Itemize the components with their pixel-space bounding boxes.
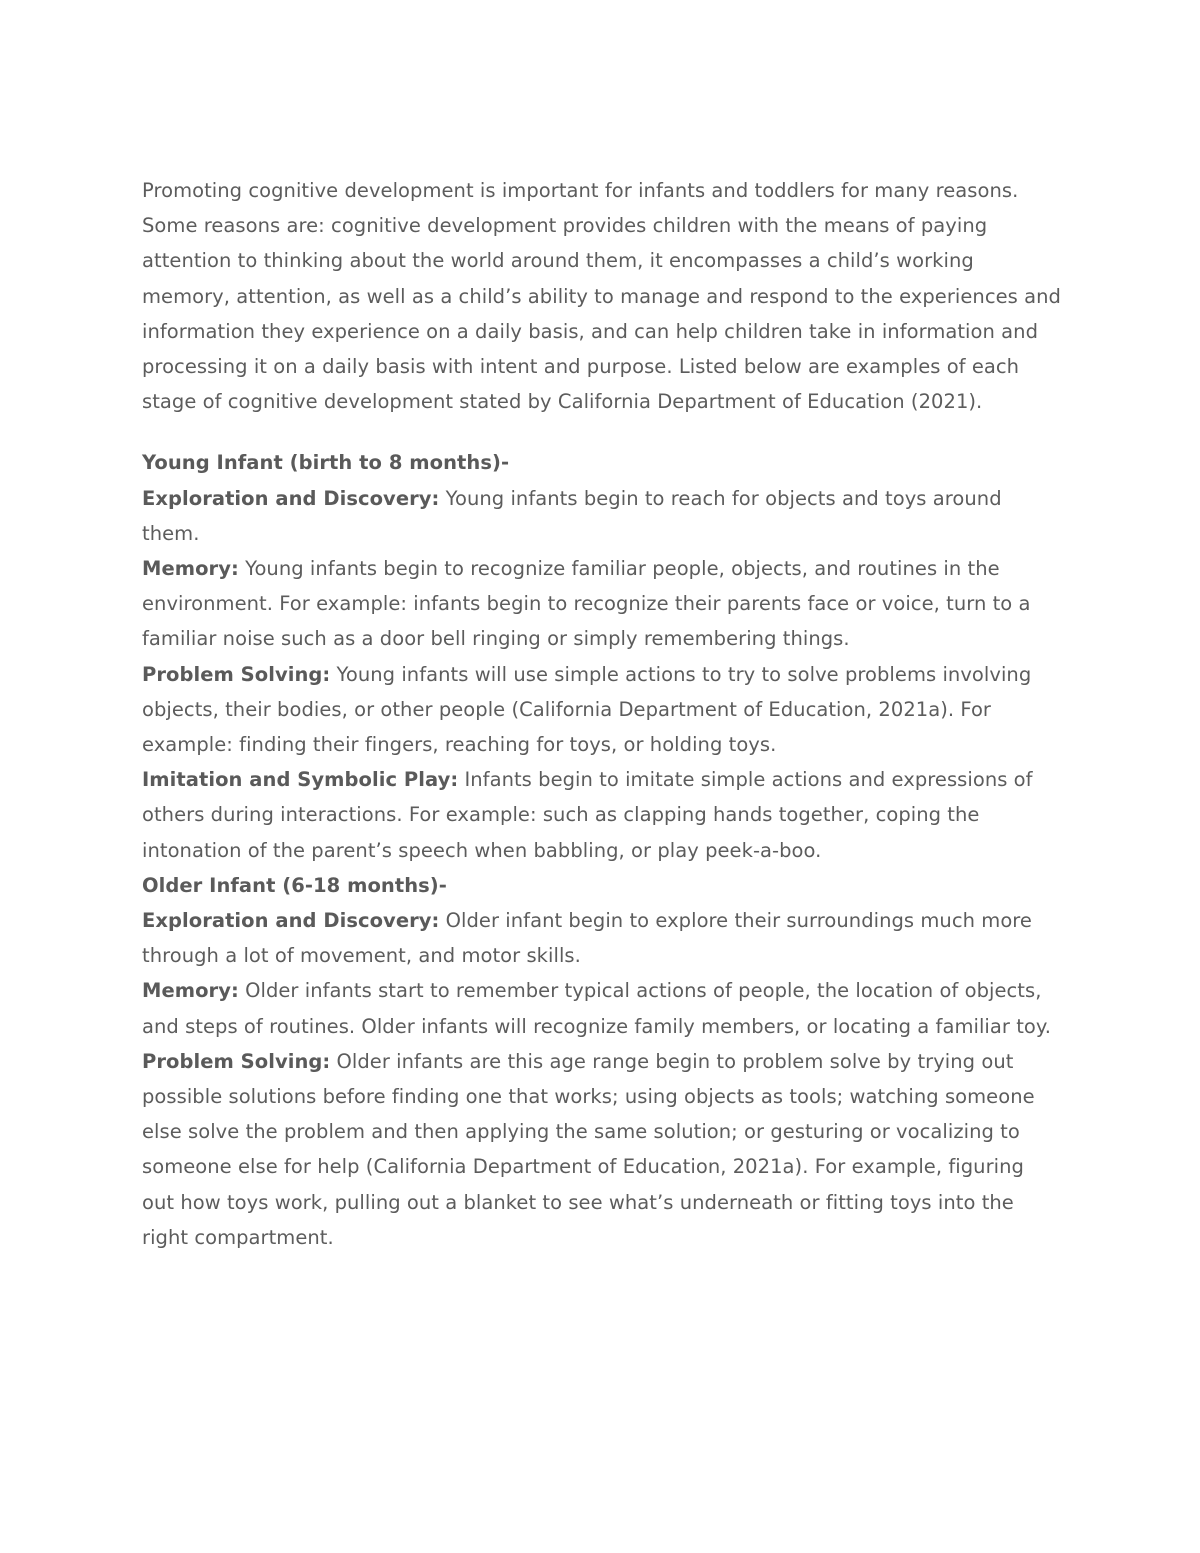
young-infant-problem-solving bbox=[142, 657, 1062, 763]
young-infant-exploration bbox=[142, 481, 1062, 551]
older-infant-section bbox=[142, 868, 1062, 1255]
older-infant-heading: Older Infant (6-18 months)- bbox=[142, 873, 447, 897]
older-infant-exploration bbox=[142, 903, 1062, 973]
young-infant-imitation bbox=[142, 762, 1062, 868]
item-label: Imitation and Symbolic Play: bbox=[142, 768, 459, 792]
item-text: Young infants begin to reach for objects and toys around them. bbox=[142, 486, 1002, 545]
item-label: Problem Solving: bbox=[142, 662, 331, 686]
item-label: Exploration and Discovery: bbox=[142, 486, 440, 510]
document-page bbox=[142, 173, 1062, 1255]
older-infant-memory bbox=[142, 973, 1062, 1043]
older-infant-problem-solving bbox=[142, 1044, 1062, 1255]
young-infant-section bbox=[142, 445, 1062, 867]
item-label: Memory: bbox=[142, 979, 239, 1003]
item-text: Older infants are this age range begin to problem solve by trying out possible solutions before finding one that works; using objects as tools; watching someone else solve the problem and then applying the same solution; or gesturing or vocalizing to someone else for help (California Department of Education, 2021a). For example, figuring out how toys work, pulling out a blanket to see what’s underneath or fitting toys into the right compartment. bbox=[142, 1049, 1035, 1249]
item-label: Problem Solving: bbox=[142, 1049, 331, 1073]
item-label: Exploration and Discovery: bbox=[142, 909, 440, 933]
item-text: Older infant begin to explore their surroundings much more through a lot of movement, and motor skills. bbox=[142, 909, 1032, 968]
item-text: Older infants start to remember typical actions of people, the location of objects, and steps of routines. Older infants will recognize family members, or locating a familiar toy. bbox=[142, 979, 1051, 1038]
young-infant-memory bbox=[142, 551, 1062, 657]
intro-paragraph: Promoting cognitive development is important for infants and toddlers for many reasons. Some reasons are: cognitive development provides children with the means of paying attention to thinking about the world around them, it encompasses a child’s working memory, attention, as well as a child’s ability to manage and respond to the experiences and information they experience on a daily basis, and can help children take in information and processing it on a daily basis with intent and purpose. Listed below are examples of each stage of cognitive development stated by California Department of Education (2021). bbox=[142, 179, 1061, 414]
item-text: Young infants begin to recognize familiar people, objects, and routines in the environment. For example: infants begin to recognize their parents face or voice, turn to a familiar noise such as a door bell ringing or simply remembering things. bbox=[142, 557, 1031, 651]
item-text: Young infants will use simple actions to try to solve problems involving objects, their bodies, or other people (California Department of Education, 2021a). For example: finding their fingers, reaching for toys, or holding toys. bbox=[142, 662, 1032, 757]
item-text: Infants begin to imitate simple actions and expressions of others during interactions. For example: such as clapping hands together, coping the intonation of the parent’s speech when babbling, or play peek-a-boo. bbox=[142, 768, 1033, 862]
item-label: Memory: bbox=[142, 557, 239, 581]
young-infant-heading: Young Infant (birth to 8 months)- bbox=[142, 451, 510, 475]
